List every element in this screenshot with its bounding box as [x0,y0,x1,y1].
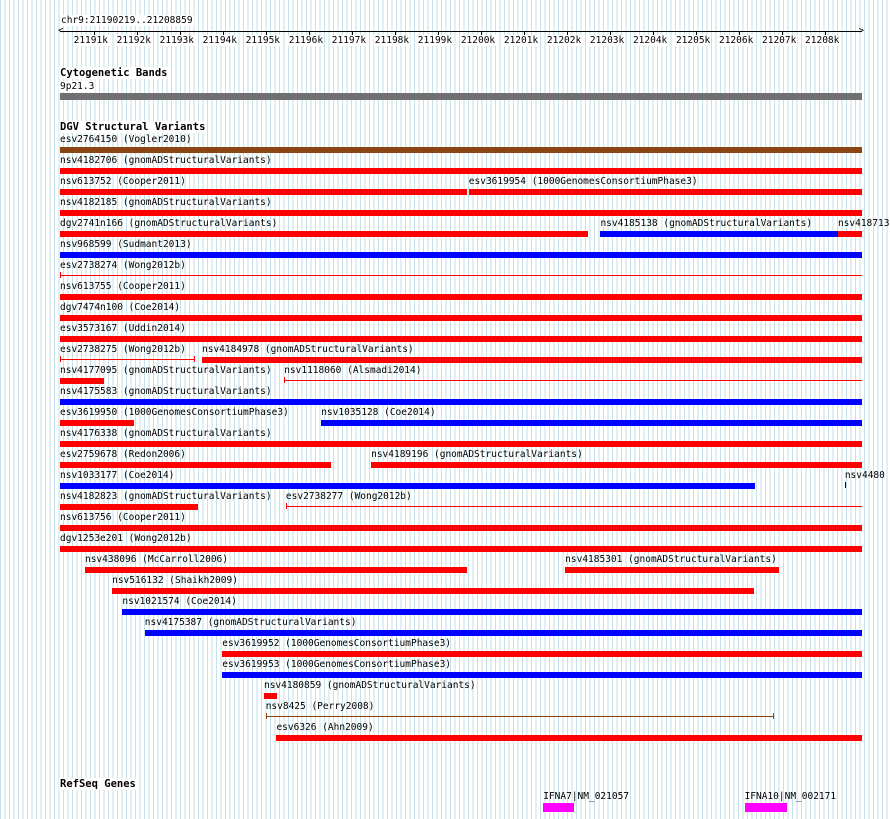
variant-label[interactable]: nsv4480 [844,470,885,481]
variant-bar[interactable] [60,378,104,384]
variant-end-cap [194,356,195,362]
cytoband-track-title: Cytogenetic Bands [60,67,168,79]
variant-bar[interactable] [60,168,862,174]
locus-label: chr9:21190219..21208859 [61,15,193,26]
ruler-tick-label: 21207k [762,35,797,46]
variant-label[interactable]: esv3619952 (1000GenomesConsortiumPhase3) [222,638,452,649]
variant-label[interactable]: dgv2741n166 (gnomADStructuralVariants) [60,218,278,229]
variant-bar[interactable] [112,588,754,594]
variant-bar[interactable] [321,420,862,426]
variant-label[interactable]: nsv4175583 (gnomADStructuralVariants) [60,386,272,397]
gene-bar[interactable] [543,803,574,812]
variant-label[interactable]: dgv1253e201 (Wong2012b) [60,533,192,544]
ruler-right-arrow-icon: > [858,26,864,36]
gene-label[interactable]: IFNA7|NM_021057 [543,791,630,802]
variant-label[interactable]: esv2738274 (Wong2012b) [60,260,186,271]
variant-line[interactable] [60,275,862,276]
variant-line[interactable] [286,506,862,507]
ruler-tick-label: 21208k [805,35,840,46]
variant-label[interactable]: nsv4180859 (gnomADStructuralVariants) [263,680,476,691]
variant-bar[interactable] [60,399,862,405]
ruler-tick-label: 21201k [503,35,539,46]
variant-bar[interactable] [60,147,862,153]
variant-label[interactable]: nsv613755 (Cooper2011) [60,281,186,292]
variant-label[interactable]: nsv4182185 (gnomADStructuralVariants) [60,197,272,208]
variant-bar[interactable] [202,357,862,363]
gene-bar[interactable] [745,803,787,812]
variant-bar[interactable] [145,630,862,636]
variant-label[interactable]: esv3573167 (Uddin2014) [60,323,186,334]
variant-bar[interactable] [60,525,862,531]
ruler-tick-label: 21192k [116,35,151,46]
gene-label[interactable]: IFNA10|NM_002171 [744,791,837,802]
variant-end-cap [773,713,774,719]
ruler-tick-label: 21191k [73,35,108,46]
variant-end-cap [60,356,61,362]
ruler-tick-label: 21205k [675,35,711,46]
variant-label[interactable]: nsv4177095 (gnomADStructuralVariants) [60,365,272,376]
variant-bar[interactable] [838,231,862,237]
variant-end-cap [60,272,61,278]
variant-bar[interactable] [122,609,862,615]
cytoband-label: 9p21.3 [60,81,95,92]
variant-label[interactable]: nsv4185138 (gnomADStructuralVariants) [600,218,813,229]
variant-label[interactable]: nsv4175387 (gnomADStructuralVariants) [144,617,357,628]
ruler-tick-label: 21194k [202,35,237,46]
variant-bar[interactable] [276,735,862,741]
ruler-tick-label: 21195k [245,35,281,46]
variant-bar[interactable] [60,294,862,300]
dgv-track-title: DGV Structural Variants [60,121,206,133]
variant-tick[interactable] [845,482,846,488]
variant-bar[interactable] [264,693,277,699]
variant-label[interactable]: esv3619954 (1000GenomesConsortiumPhase3) [468,176,698,187]
variant-label[interactable]: nsv438096 (McCarroll2006) [84,554,228,565]
variant-bar[interactable] [60,441,862,447]
variant-bar[interactable] [60,546,862,552]
variant-label[interactable]: dgv7474n100 (Coe2014) [60,302,181,313]
cytoband-bar[interactable] [60,93,862,100]
variant-bar[interactable] [222,672,862,678]
variant-label[interactable]: nsv4189196 (gnomADStructuralVariants) [371,449,583,460]
variant-bar[interactable] [371,462,862,468]
variant-bar[interactable] [565,567,779,573]
ruler-tick-label: 21198k [374,35,410,46]
variant-bar[interactable] [60,336,862,342]
variant-label[interactable]: nsv418713 [837,218,890,229]
variant-label[interactable]: esv2738277 (Wong2012b) [285,491,412,502]
variant-label[interactable]: esv2764150 (Vogler2010) [60,134,192,145]
variant-line[interactable] [60,359,195,360]
variant-label[interactable]: nsv8425 (Perry2008) [265,701,375,712]
variant-label[interactable]: nsv4184978 (gnomADStructuralVariants) [202,344,414,355]
variant-bar[interactable] [60,504,198,510]
variant-bar[interactable] [60,231,588,237]
variant-bar[interactable] [469,189,862,195]
variant-bar[interactable] [60,189,467,195]
variant-bar[interactable] [85,567,467,573]
variant-end-cap [286,503,287,509]
variant-label[interactable]: nsv516132 (Shaikh2009) [112,575,238,586]
variant-label[interactable]: nsv4176338 (gnomADStructuralVariants) [60,428,272,439]
variant-label[interactable]: esv2759678 (Redon2006) [60,449,186,460]
ruler [60,12,862,48]
variant-end-cap [266,713,267,719]
ruler-tick-label: 21199k [417,35,453,46]
variant-label[interactable]: nsv1035128 (Coe2014) [321,407,436,418]
variant-bar[interactable] [60,252,862,258]
variant-label[interactable]: esv6326 (Ahn2009) [276,722,374,733]
ruler-tick-label: 21196k [288,35,324,46]
variant-label[interactable]: nsv4182706 (gnomADStructuralVariants) [60,155,272,166]
variant-end-cap [284,377,285,383]
variant-label[interactable]: nsv613752 (Cooper2011) [60,176,186,187]
variant-label[interactable]: esv3619950 (1000GenomesConsortiumPhase3) [60,407,289,418]
ruler-tick-label: 21200k [460,35,496,46]
variant-label[interactable]: esv3619953 (1000GenomesConsortiumPhase3) [222,659,452,670]
variant-bar[interactable] [60,420,134,426]
variant-bar[interactable] [60,462,331,468]
variant-bar[interactable] [60,315,862,321]
variant-line[interactable] [284,380,862,381]
refseq-track-title: RefSeq Genes [60,778,136,790]
variant-bar[interactable] [600,231,856,237]
variant-bar[interactable] [222,651,862,657]
variant-line[interactable] [266,716,774,717]
variant-label[interactable]: nsv1118060 (Alsmadi2014) [284,365,422,376]
variant-label[interactable]: nsv968599 (Sudmant2013) [60,239,192,250]
variant-label[interactable]: nsv4182823 (gnomADStructuralVariants) [60,491,272,502]
variant-bar[interactable] [60,483,755,489]
variant-label[interactable]: nsv1033177 (Coe2014) [60,470,175,481]
ruler-tick-label: 21197k [331,35,367,46]
ruler-tick-label: 21204k [632,35,668,46]
variant-label[interactable]: nsv613756 (Cooper2011) [60,512,186,523]
variant-label[interactable]: esv2738275 (Wong2012b) [60,344,186,355]
ruler-left-arrow-icon: < [58,26,64,36]
ruler-tick-label: 21193k [159,35,194,46]
ruler-tick-label: 21202k [546,35,582,46]
variant-bar[interactable] [60,210,862,216]
ruler-tick-label: 21203k [589,35,625,46]
variant-label[interactable]: nsv4185301 (gnomADStructuralVariants) [565,554,777,565]
ruler-tick-label: 21206k [718,35,754,46]
variant-label[interactable]: nsv1021574 (Coe2014) [122,596,237,607]
